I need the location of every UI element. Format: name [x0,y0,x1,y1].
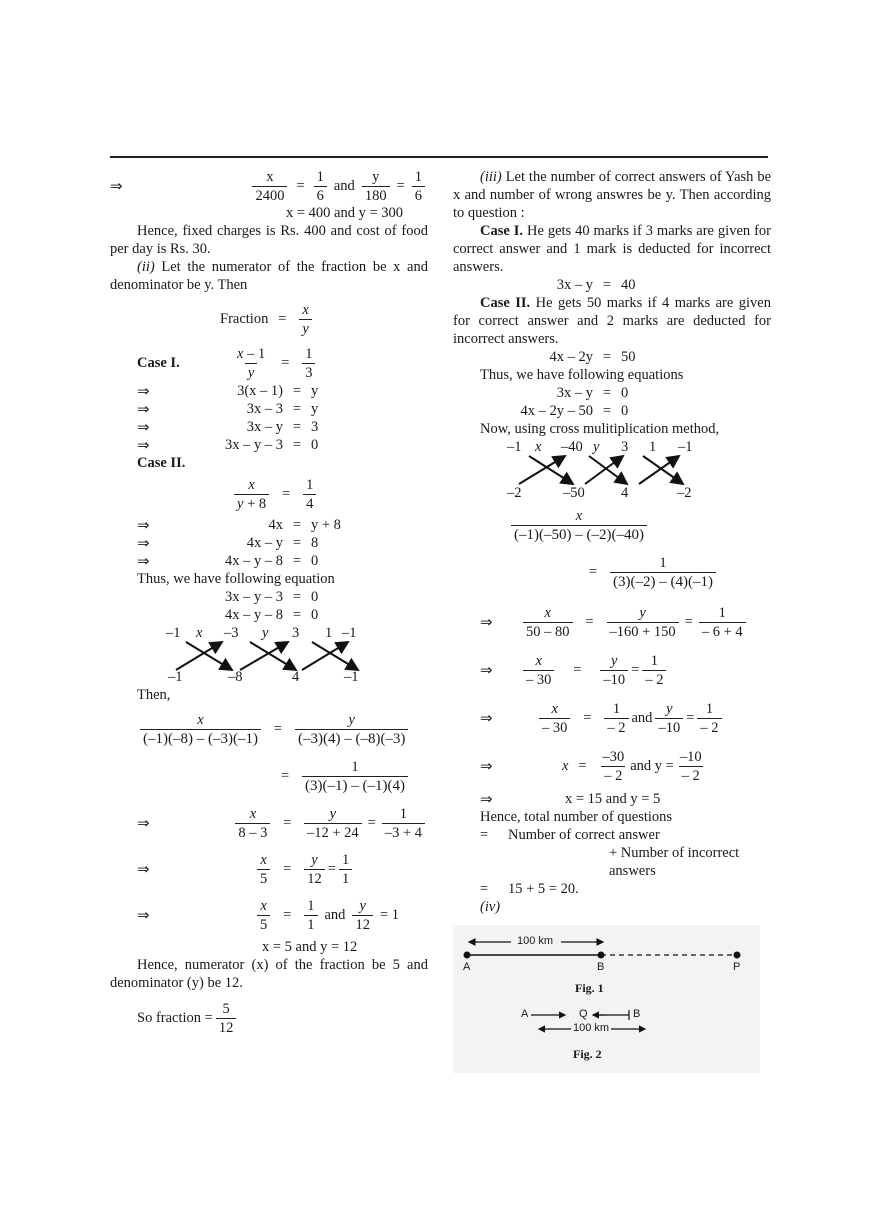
case2-eq: $\frac{x}{y + 8}$ = $\frac{1}{4}$ [110,472,428,516]
eq-sign: = [292,607,302,623]
rhs: y [311,401,319,417]
frac-den: 1 [339,869,352,888]
frac-num: x [249,805,257,822]
rhs: 3 [311,419,319,435]
frac-num: x [266,168,274,185]
and-word: and [631,710,653,726]
cross-label: –1 [678,439,693,455]
case2-label: Case II. [137,455,186,471]
eq-sign: = [367,815,376,831]
implies-symbol: ⇒ [137,382,150,400]
frac-den: –160 + 150 [607,622,679,641]
frac-den: 12 [352,915,373,934]
cross-label: –1 [168,669,183,685]
and-word: and y = [630,758,674,774]
implies-symbol: ⇒ [480,613,493,631]
fig2-caption: Fig. 2 [573,1047,602,1061]
eq-sign: = [292,517,302,533]
case2-text [453,294,771,348]
fig2-point-a: A [521,1008,529,1020]
fig1-point-p: P [733,961,741,973]
frac-num: –10 [679,748,702,765]
eq-sign: = [278,311,287,327]
eq-sign: = [573,662,582,678]
frac-num: 1 [659,554,667,571]
implies-symbol: ⇒ [480,661,493,679]
final-fraction [110,996,428,1040]
frac-num: 1 [650,652,658,669]
and-word: and [324,907,346,923]
frac-num: –30 [602,748,625,765]
frac-den: 2400 [252,186,287,205]
frac-num: 1 [341,851,350,868]
frac-num: 1 [718,604,726,621]
ratio-3 [110,892,428,938]
ratio-r4 [453,742,771,790]
figure-distance [453,925,760,1073]
frac-den: 6 [314,186,327,205]
implies-symbol: ⇒ [137,814,150,832]
big-frac-1 [110,706,428,752]
cross-label: –1 [507,439,522,455]
lhs: 4x [268,517,283,533]
and-word: and [333,178,355,194]
case1-lines [110,382,428,454]
frac-den: 6 [412,186,425,205]
eq-sign: = [327,861,336,877]
fig1-point-b: B [597,961,605,973]
frac-den: – 2 [604,718,628,737]
frac-den: (–1)(–50) – (–2)(–40) [511,525,647,544]
frac-num: 1 [351,758,359,775]
lhs: 3x – 3 [246,401,283,417]
fraction-label: Fraction [220,311,269,327]
lhs: 4x – 2y – 50 [520,403,593,419]
frac-den: (–1)(–8) – (–3)(–1) [140,729,261,748]
fig2-point-q: Q [579,1008,588,1020]
frac-den: 5 [257,869,270,888]
implies-symbol: ⇒ [480,757,493,775]
cross-label: y [593,439,600,455]
correct-answers-text: Number of correct answer [508,827,660,843]
left-column [110,168,428,1040]
frac-num: x [551,700,558,717]
frac-den: (3)(–2) – (4)(–1) [610,572,716,591]
eq-sign: = [602,277,612,293]
part-iii-body: Let the number of correct answers of Yash be x and number of wrong answres be y. Then according to question : [453,169,772,221]
rhs: y [311,383,319,399]
part-iii-text [453,168,771,222]
frac-den: 1 [304,915,317,934]
frac-den: –10 [655,718,683,737]
rhs: y + 8 [311,517,341,533]
rhs: 40 [621,277,636,293]
so-fraction-label: So fraction = [137,1010,213,1026]
cross-label: –1 [342,625,357,641]
frac-num: x [260,851,267,868]
eq-sign: = [280,768,290,784]
thus-text: Thus, we have following equation [137,571,335,587]
eq-sign: = [292,589,302,605]
implies-symbol: ⇒ [137,552,150,570]
ratio-r2 [453,646,771,694]
total-text: 15 + 5 = 20. [508,881,579,897]
implies-symbol: ⇒ [137,418,150,436]
eq-sign: = [588,564,598,580]
cross-label: –50 [563,485,585,501]
then-text: Then, [137,687,171,703]
rhs: 0 [311,589,319,605]
frac-num: 1 [316,168,324,185]
fig1-point-a: A [463,961,471,973]
frac-den: – 2 [642,670,666,689]
eq1 [110,168,428,204]
case2-label: Case II. [480,295,531,311]
rhs: 0 [621,403,629,419]
frac-den: – 2 [601,766,625,785]
big-frac-2 [110,752,428,800]
lhs: 3x – y – 3 [225,589,283,605]
frac-den: 8 – 3 [235,823,270,842]
hence-text-2: Hence, numerator (x) of the fraction be 5 and denominator (y) be 12. [110,957,428,991]
frac-den: 50 – 80 [523,622,573,641]
frac-den: (–3)(4) – (–8)(–3) [295,729,408,748]
frac-num: 1 [399,805,408,822]
big-frac-r2 [453,548,771,596]
eq-sign: = [282,486,291,502]
figure-lines [453,925,760,1073]
hence-text: Hence, fixed charges is Rs. 400 and cost of food per day is Rs. 30. [110,223,428,257]
rhs: 0 [621,385,629,401]
eq-sign: = [292,535,302,551]
eq-sign: = [296,178,305,194]
implies-symbol: ⇒ [137,906,150,924]
eq-sign: = [283,907,292,923]
frac-num: y [666,700,673,717]
implies-symbol: ⇒ [480,790,493,808]
frac-den: 180 [362,186,390,205]
eq-sign: = [631,662,640,678]
cross-label: –1 [344,669,359,685]
implies-symbol: ⇒ [137,860,150,878]
eq-sign: = [292,383,302,399]
fig1-caption: Fig. 1 [575,981,604,995]
frac-den: – 2 [697,718,721,737]
part-iv-label: (iv) [480,899,501,915]
frac-num: 5 [222,1000,230,1017]
frac-den: – 2 [679,766,703,785]
frac-num: 1 [414,168,422,185]
frac-den: 5 [257,915,270,934]
lhs: 4x – y [246,535,283,551]
frac-num: 1 [705,700,714,717]
result-text: x = 15 and y = 5 [565,791,661,807]
lhs: 3x – y – 3 [225,437,283,453]
eq-sign: = [684,614,693,630]
result-text: x = 5 and y = 12 [262,939,358,955]
eq-sign: = [283,861,292,877]
eq-sign: = [602,403,612,419]
cross-diagram [110,624,428,686]
eq-sign: = [583,710,592,726]
top-rule [110,156,768,158]
cross-label: 4 [621,485,629,501]
eq-sign: = [283,815,292,831]
thus-text: Thus, we have following equations [480,367,684,383]
frac-den: 12 [216,1018,237,1037]
frac-num: y [348,711,355,728]
cross-label: –2 [507,485,522,501]
part-ii-label: (ii) [137,259,155,275]
implies-symbol: ⇒ [137,516,150,534]
cross-label: –2 [677,485,692,501]
eq-sign: = [602,385,612,401]
implies-symbol: ⇒ [110,177,123,195]
cross-label: 1 [325,625,333,641]
eq-sign: = [396,178,405,194]
implies-symbol: ⇒ [137,534,150,552]
rhs: 0 [311,553,319,569]
frac-den: – 6 + 4 [699,622,746,641]
fig2-point-b: B [633,1008,641,1020]
frac-num: x [535,652,542,669]
lhs: 4x – y – 8 [225,607,283,623]
cross-label: x [196,625,203,641]
now-text: Now, using cross mulitiplication method, [480,421,720,437]
hence-text: Hence, total number of questions [480,809,673,825]
var-x: x [562,758,569,774]
ratio-1 [110,800,428,846]
fig1-distance-label: 100 km [517,935,554,947]
implies-symbol: ⇒ [480,709,493,727]
cross-label: –1 [166,625,181,641]
eq-sign: = [292,437,302,453]
frac-num: y [359,897,366,914]
lhs: 4x – 2y [549,349,593,365]
frac-den: – 30 [523,670,554,689]
cross-label: 4 [292,669,300,685]
eq-sign: = [578,758,587,774]
frac-den: – 30 [539,718,570,737]
frac-num: y [329,805,336,822]
lhs: 3x – y [556,277,593,293]
rhs: 8 [311,535,319,551]
rhs: 0 [311,607,319,623]
ratio-r1 [453,598,771,646]
case1-label: Case I. [137,355,180,371]
part-ii-body: Let the numerator of the fraction be x and denominator be y. Then [110,259,428,293]
cross-label: 3 [621,439,629,455]
frac-num: x [197,711,204,728]
eq-sign: = [480,881,489,897]
case2-lines [110,516,428,570]
cross-label: –40 [561,439,583,455]
cross-label: y [262,625,269,641]
case1-eq: Case I. $\frac{x - 1}{y}$ = $\frac{1}{3}$ [110,344,428,382]
frac-num: x [575,507,583,524]
frac-num: y [372,168,380,185]
implies-symbol: ⇒ [137,400,150,418]
eq-sign: = [480,827,489,843]
eq-sign: = [686,710,695,726]
eq-sign: = [292,419,302,435]
lhs: 3(x – 1) [237,383,283,399]
ratio-r3 [453,694,771,742]
frac-den: –3 + 4 [382,823,425,842]
lhs: 3x – y [556,385,593,401]
eq-sign: = [292,401,302,417]
eq-sign: = [585,614,594,630]
frac-num: x [260,897,267,914]
cross-label: 1 [649,439,657,455]
eq-sign: = [602,349,612,365]
rhs: = 1 [379,907,399,923]
case1-text [453,222,771,276]
frac-den: –10 [600,670,628,689]
implies-symbol: ⇒ [137,436,150,454]
frac-num: y [611,652,618,669]
cross-diagram-2 [453,438,771,502]
cross-label: 3 [292,625,300,641]
lhs: 3x – y [246,419,283,435]
frac-num: 1 [612,700,621,717]
eq-sign: = [273,721,283,737]
eq-sign: = [292,553,302,569]
frac-den: –12 + 24 [304,823,362,842]
part-iii-label: (iii) [480,169,502,185]
frac-num: x [544,604,551,621]
cross-label: –8 [228,669,243,685]
rhs: 0 [311,437,319,453]
fig2-distance-label: 100 km [573,1022,610,1034]
fraction-def: Fraction = $\frac{x}{y}$ [110,294,428,344]
frac-num: y [311,851,318,868]
frac-den: (3)(–1) – (–1)(4) [302,776,408,795]
frac-num: 1 [307,897,315,914]
case2-body: He gets 50 marks if 4 marks are given for correct answer and 2 marks are deducted for incorrect answers. [453,295,771,347]
part-ii-text [110,258,428,294]
frac-den: 12 [304,869,325,888]
eq-sign: = [281,355,290,371]
rhs: 50 [621,349,636,365]
frac-num: y [639,604,646,621]
cross-label: –3 [224,625,239,641]
right-column [453,168,771,916]
incorrect-answers-text: + Number of incorrect answers [609,845,740,879]
big-frac-r1 [453,502,771,548]
cross-label: x [535,439,542,455]
ratio-2 [110,846,428,892]
lhs: 4x – y – 8 [225,553,283,569]
case1-label: Case I. [480,223,524,239]
case1-body: He gets 40 marks if 3 marks are given for correct answer and 1 mark is deducted for incorrect answers. [453,223,771,275]
eq1-result: x = 400 and y = 300 [286,205,404,221]
